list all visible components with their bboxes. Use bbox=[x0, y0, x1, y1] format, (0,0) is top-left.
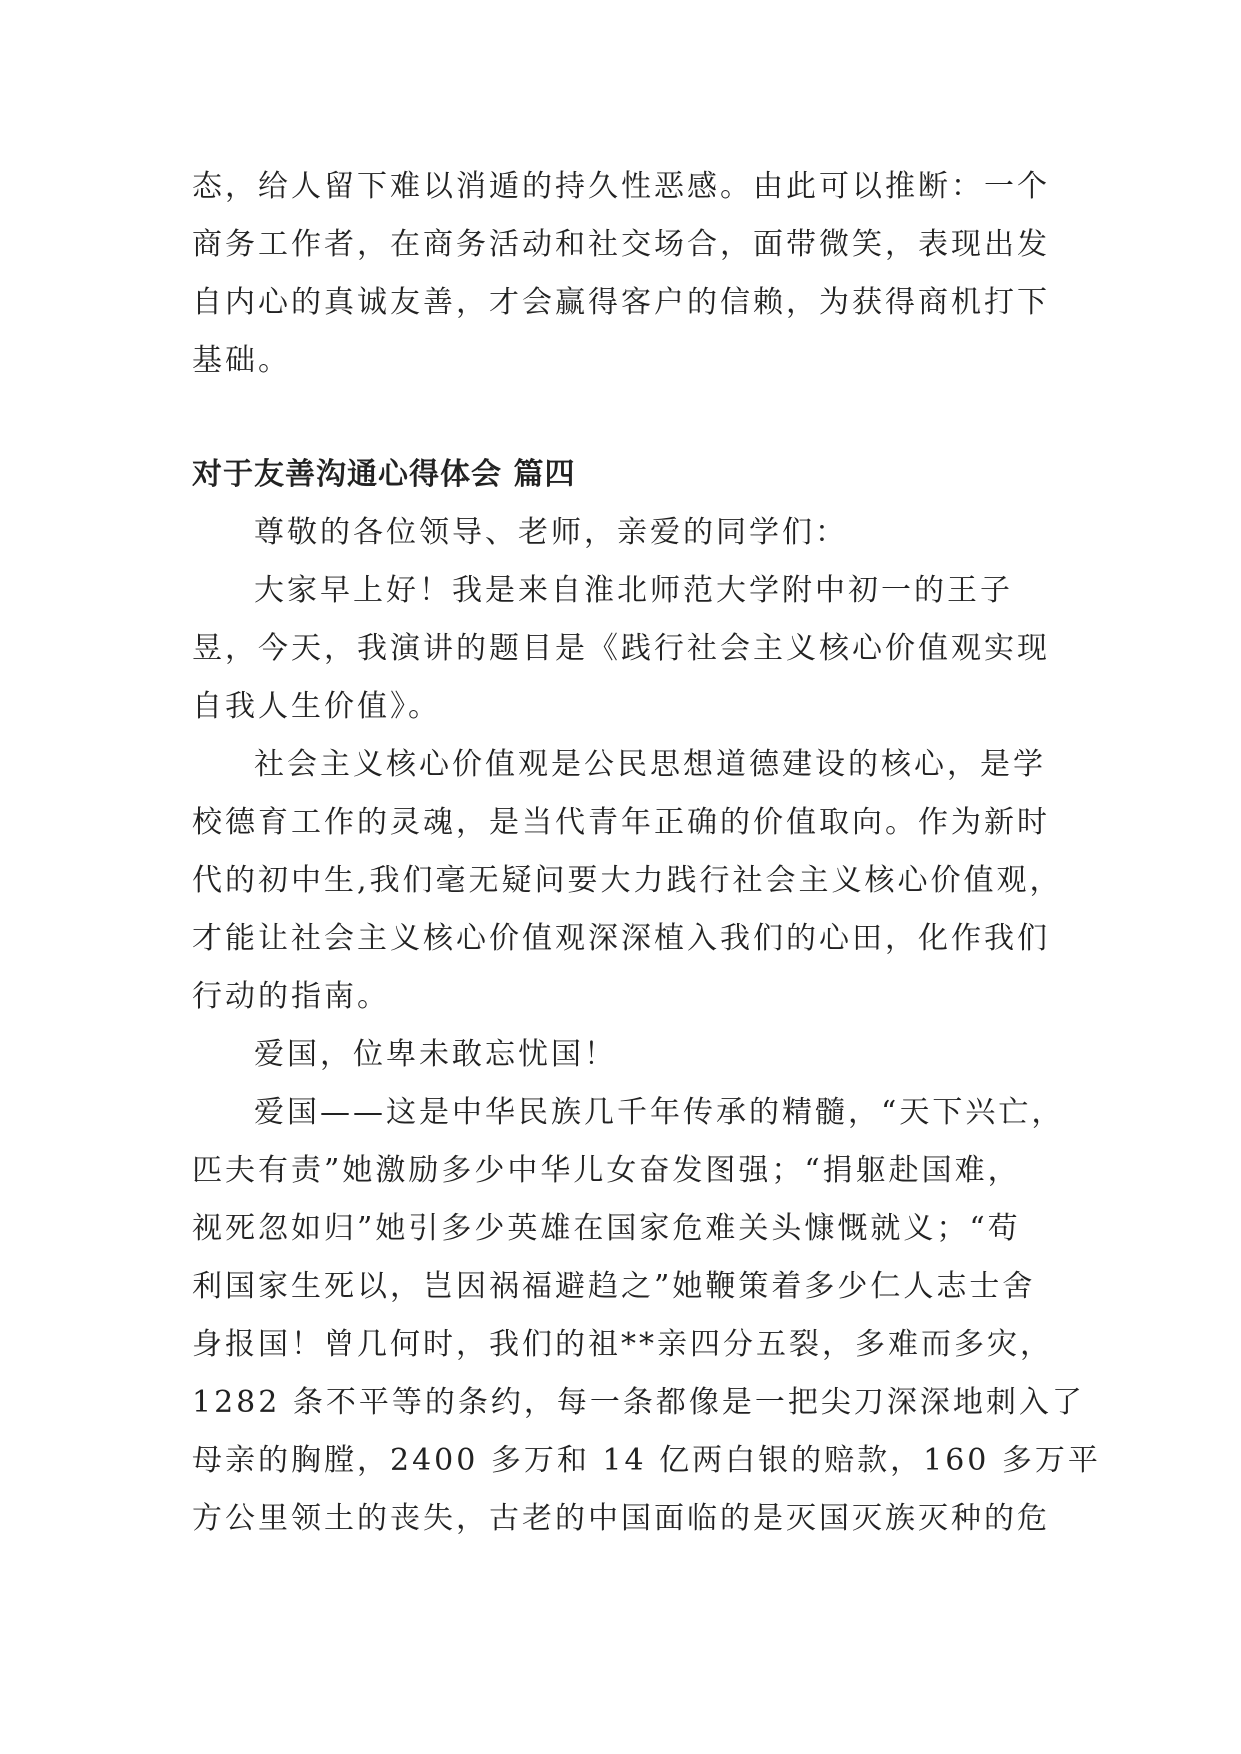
paragraph-core-values bbox=[192, 736, 1062, 1026]
text-line: 身报国！曾几何时，我们的祖**亲四分五裂，多难而多灾， bbox=[192, 1327, 1053, 1362]
text-line: 代的初中生,我们毫无疑问要大力践行社会主义核心价值观， bbox=[192, 863, 1063, 898]
text-line: 基础。 bbox=[192, 343, 291, 378]
text-line: 1282 条不平等的条约，每一条都像是一把尖刀深深地刺入了 bbox=[192, 1385, 1085, 1420]
paragraph-greeting bbox=[192, 504, 1062, 562]
text-line: 行动的指南。 bbox=[192, 979, 390, 1014]
text-line: 校德育工作的灵魂，是当代青年正确的价值取向。作为新时 bbox=[192, 805, 1050, 840]
text-line: 母亲的胸膛，2400 多万和 14 亿两白银的赔款，160 多万平 bbox=[192, 1443, 1101, 1478]
paragraph-introduction bbox=[192, 562, 1062, 736]
text-line: 爱国，位卑未敢忘忧国！ bbox=[254, 1037, 617, 1072]
text-line: 大家早上好！我是来自淮北师范大学附中初一的王子 bbox=[254, 573, 1013, 608]
text-line: 方公里领土的丧失，古老的中国面临的是灭国灭族灭种的危 bbox=[192, 1501, 1050, 1536]
paragraph-continuation bbox=[192, 158, 1062, 390]
text-line: 视死忽如归”她引多少英雄在国家危难关头慷慨就义；“苟 bbox=[192, 1211, 1021, 1246]
text-line: 自我人生价值》。 bbox=[192, 689, 441, 724]
text-line: 昱，今天，我演讲的题目是《践行社会主义核心价值观实现 bbox=[192, 631, 1050, 666]
text-line: 社会主义核心价值观是公民思想道德建设的核心，是学 bbox=[254, 747, 1046, 782]
text-line: 才能让社会主义核心价值观深深植入我们的心田，化作我们 bbox=[192, 921, 1050, 956]
paragraph-patriotism-heading bbox=[192, 1026, 1062, 1084]
text-line: 商务工作者，在商务活动和社交场合，面带微笑，表现出发 bbox=[192, 227, 1050, 262]
section-title: 对于友善沟通心得体会 篇四 bbox=[192, 457, 576, 492]
text-line: 态，给人留下难以消遁的持久性恶感。由此可以推断：一个 bbox=[192, 169, 1050, 204]
text-line: 匹夫有责”她激励多少中华儿女奋发图强；“捐躯赴国难， bbox=[192, 1153, 1021, 1188]
text-line: 尊敬的各位领导、老师，亲爱的同学们： bbox=[254, 515, 848, 550]
paragraph-patriotism bbox=[192, 1084, 1101, 1548]
text-line: 自内心的真诚友善，才会赢得客户的信赖，为获得商机打下 bbox=[192, 285, 1050, 320]
text-line: 利国家生死以，岂因祸福避趋之”她鞭策着多少仁人志士舍 bbox=[192, 1269, 1036, 1304]
text-line: 爱国——这是中华民族几千年传承的精髓，“天下兴亡， bbox=[254, 1095, 1065, 1130]
document-body bbox=[192, 158, 1101, 1548]
